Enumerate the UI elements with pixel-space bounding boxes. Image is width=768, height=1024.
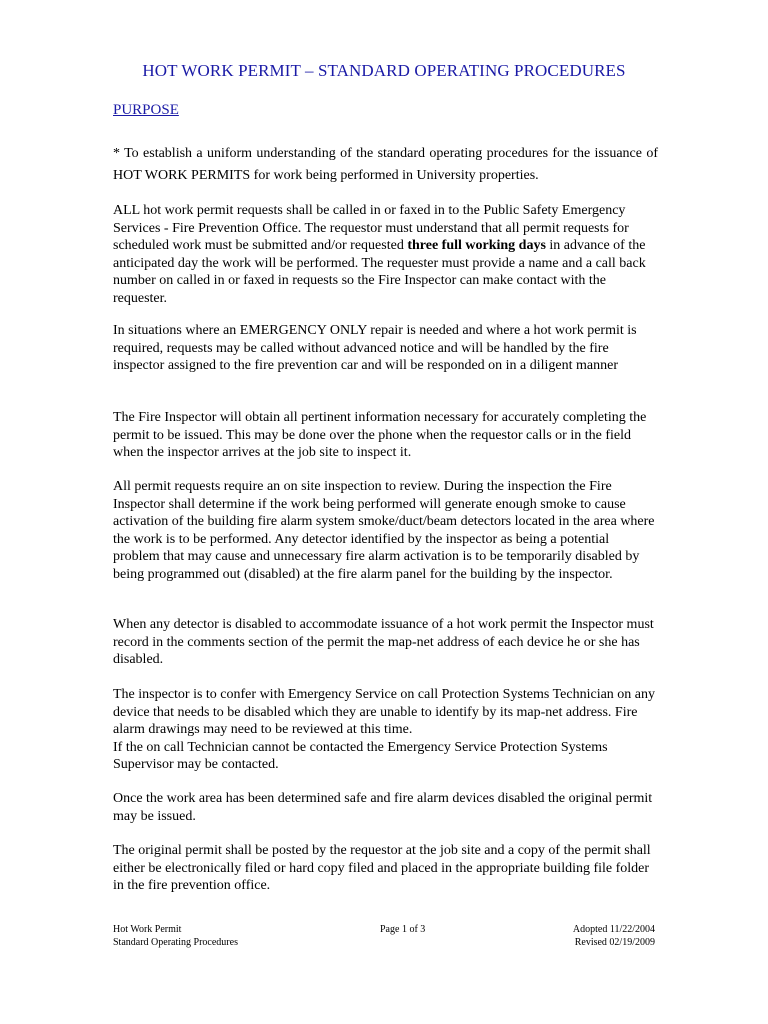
paragraph-emergency-requests: In situations where an EMERGENCY ONLY repair is needed and where a hot work permit is required, requests may be called without advanced notice and will be handled by the fire inspector assigned to the fire prevention car and will be responded on in a diligent manner bbox=[113, 323, 637, 374]
paragraph-permit-posting: The original permit shall be posted by the requestor at the job site and a copy of the permit shall either be electronically filed or hard copy filed and placed in the appropriate building file folder in the fire prevention office. bbox=[113, 843, 651, 894]
paragraph-text: The inspector is to confer with Emergency Service on call Protection Systems Technician on any device that needs to be disabled which they are unable to identify by its map-net address. Fire alarm drawings may need to be reviewed at this time. bbox=[113, 687, 656, 738]
footer-right bbox=[500, 923, 655, 949]
paragraph-text: If the on call Technician cannot be contacted the Emergency Service Protection Systems Supervisor may be contacted. bbox=[113, 739, 608, 773]
paragraph-site-inspection: All permit requests require an on site inspection to review. During the inspection the Fire Inspector shall determine if the work being performed will generate enough smoke to cause activation of the building fire alarm system smoke/duct/beam detectors located in the area where the work is to be performed. Any detector identified by the inspector as being a potential problem that may cause and unnecessary fire alarm activation is to be temporarily disabled by being programmed out (disabled) at the fire alarm panel for the building by the inspector. bbox=[113, 479, 655, 582]
paragraph-text: in advance of the anticipated day the work will be performed. The requester must provide a name and a call back number on called in or faxed in requests so the Fire Inspector can make contact with the requester. bbox=[113, 238, 646, 306]
paragraph-request-submission bbox=[113, 202, 658, 308]
emphasis-three-full-working-days: three full working days bbox=[407, 238, 546, 254]
paragraph-detector-disabled: When any detector is disabled to accommodate issuance of a hot work permit the Inspector must record in the comments section of the permit the map-net address of each device he or she has disabled. bbox=[113, 617, 654, 668]
paragraph-text: ALL hot work permit requests shall be called in or faxed in to the Public Safety Emergency Services - Fire Prevention Office. The requestor must understand that all permit requests for scheduled work must be submitted and/or requested bbox=[113, 203, 629, 254]
footer-doc-subtitle: Standard Operating Procedures bbox=[113, 937, 238, 948]
paragraph-technician-confer bbox=[113, 686, 658, 774]
footer-left bbox=[113, 923, 238, 949]
footer-doc-title: Hot Work Permit bbox=[113, 924, 182, 935]
footer-revised-date: Revised 02/19/2009 bbox=[574, 937, 655, 948]
footer-adopted-date: Adopted 11/22/2004 bbox=[572, 924, 655, 935]
section-heading-purpose: PURPOSE bbox=[113, 102, 179, 118]
footer-page-number: Page 1 of 3 bbox=[380, 924, 426, 935]
paragraph-purpose-statement: * To establish a uniform understanding of the standard operating procedures for the issuance of HOT WORK PERMITS for work being performed in University properties. bbox=[113, 146, 658, 183]
paragraph-inspector-information: The Fire Inspector will obtain all pertinent information necessary for accurately completing the permit to be issued. This may be done over the phone when the requestor calls or in the field when the inspector arrives at the job site to inspect it. bbox=[113, 410, 647, 461]
document-title: HOT WORK PERMIT – STANDARD OPERATING PROCEDURES bbox=[142, 61, 626, 80]
paragraph-permit-issued: Once the work area has been determined safe and fire alarm devices disabled the original permit may be issued. bbox=[113, 791, 653, 824]
